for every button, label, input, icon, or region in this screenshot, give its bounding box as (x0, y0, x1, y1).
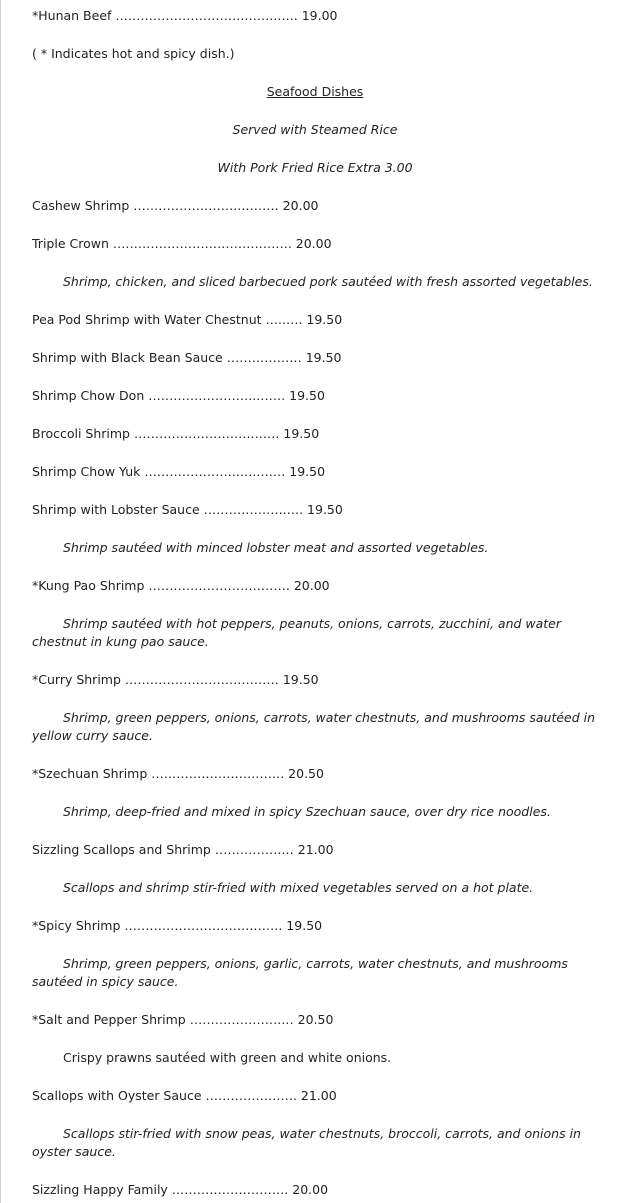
item-description: Shrimp, deep-fried and mixed in spicy Szechuan sauce, over dry rice noodles. (63, 804, 551, 819)
menu-item: Broccoli Shrimp ……………………….……. 19.50 (32, 426, 320, 441)
menu-item: *Salt and Pepper Shrimp ………………….… 20.50 (32, 1012, 334, 1027)
menu-item: Cashew Shrimp ……………………..……… 20.00 (32, 198, 319, 213)
item-description: Crispy prawns sautéed with green and white onions. (63, 1050, 392, 1065)
menu-item-hunan-beef: *Hunan Beef ………………………….……..….. 19.00 (32, 8, 338, 23)
menu-item: Shrimp with Lobster Sauce ………………..…. 19.50 (32, 502, 343, 517)
section-subtitle: Served with Steamed Rice (232, 122, 398, 137)
menu-item: Sizzling Scallops and Shrimp …………….… 21.00 (32, 842, 334, 857)
menu-item: *Kung Pao Shrimp ……………………………. 20.00 (32, 578, 330, 593)
item-description: Shrimp sautéed with hot peppers, peanuts, onions, carrots, zucchini, and water chestnut in kung pao sauce. (32, 616, 562, 649)
item-description: Shrimp, green peppers, onions, carrots, water chestnuts, and mushrooms sautéed in yellow curry sauce. (32, 710, 596, 743)
spicy-note: ( * Indicates hot and spicy dish.) (32, 46, 235, 61)
menu-item: Pea Pod Shrimp with Water Chestnut …..…. 19.50 (32, 312, 343, 327)
section-subtitle: With Pork Fried Rice Extra 3.00 (217, 160, 413, 175)
item-description: Scallops and shrimp stir-fried with mixed vegetables served on a hot plate. (63, 880, 534, 895)
item-description: Shrimp sautéed with minced lobster meat and assorted vegetables. (63, 540, 489, 555)
item-description: Shrimp, chicken, and sliced barbecued pork sautéed with fresh assorted vegetables. (63, 274, 593, 289)
item-description: Scallops stir-fried with snow peas, water chestnuts, broccoli, carrots, and onions in oyster sauce. (32, 1126, 581, 1159)
menu-item: *Szechuan Shrimp …………………….……. 20.50 (32, 766, 324, 781)
item-description: Shrimp, green peppers, onions, garlic, carrots, water chestnuts, and mushrooms sautéed in spicy sauce. (32, 956, 568, 989)
menu-item: Triple Crown ……………………………………. 20.00 (32, 236, 332, 251)
menu-item: Shrimp Chow Yuk …………………..….……. 19.50 (32, 464, 326, 479)
menu-item: *Spicy Shrimp ………………………….……. 19.50 (32, 918, 323, 933)
menu-item: Shrimp with Black Bean Sauce ……………… 19.50 (32, 350, 342, 365)
menu-item: *Curry Shrimp ……………………….……… 19.50 (32, 672, 319, 687)
menu-item: Sizzling Happy Family ………………………. 20.00 (32, 1182, 329, 1197)
menu-item: Shrimp Chow Don ……………………..……. 19.50 (32, 388, 325, 403)
section-heading: Seafood Dishes (266, 84, 364, 99)
menu-item: Scallops with Oyster Sauce …………………. 21.00 (32, 1088, 337, 1103)
